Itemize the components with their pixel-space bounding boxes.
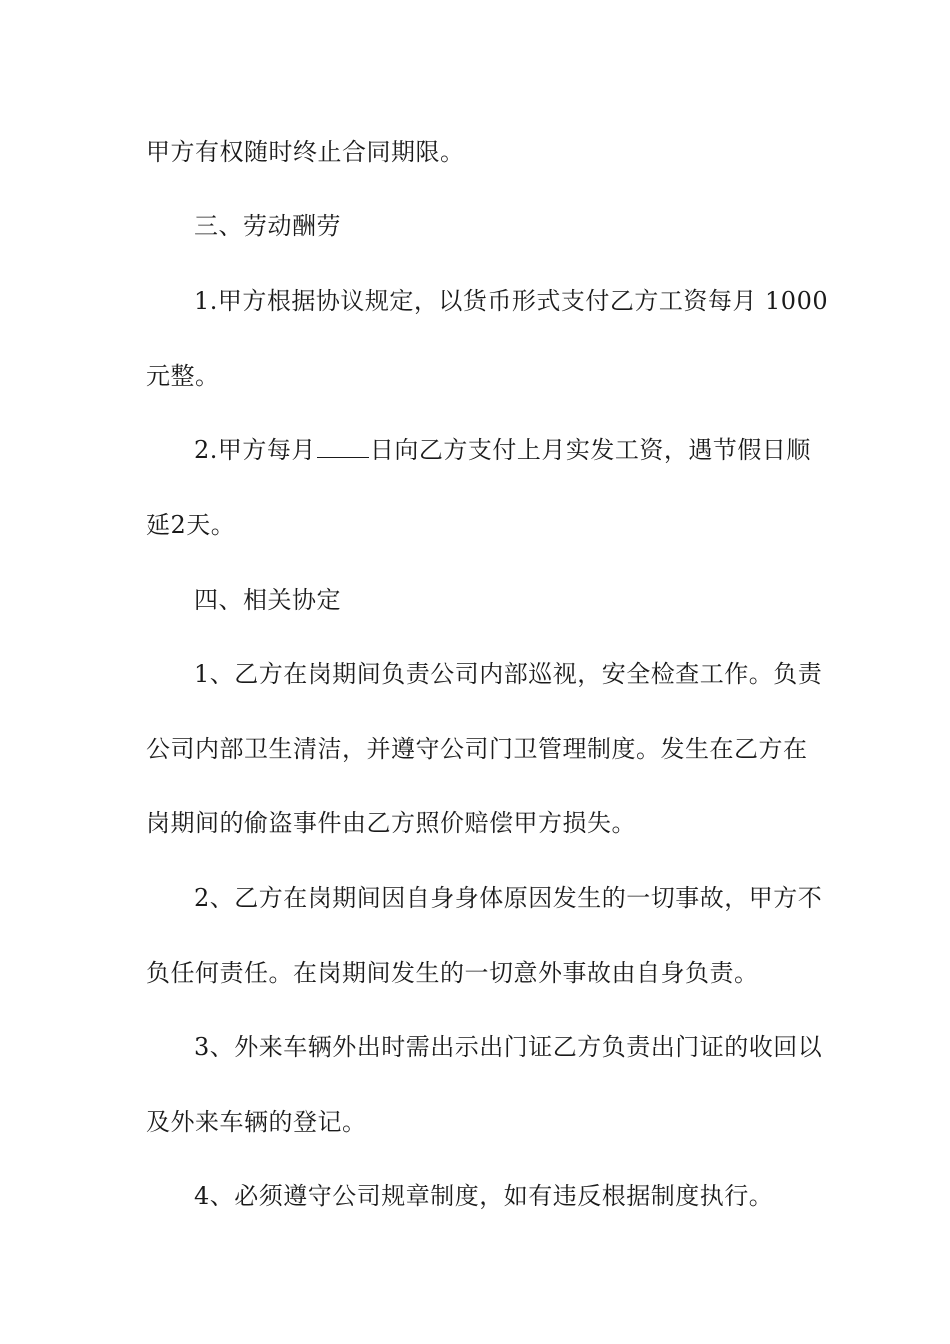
- text-line: 岗期间的偷盗事件由乙方照价赔偿甲方损失。: [146, 809, 636, 837]
- text-line: 延2天。: [146, 511, 236, 539]
- text-line: 公司内部卫生清洁，并遵守公司门卫管理制度。发生在乙方在: [146, 735, 808, 763]
- text-line: 甲方有权随时终止合同期限。: [146, 138, 465, 166]
- section-heading: 三、劳动酬劳: [194, 212, 341, 240]
- text-line-with-blank: [194, 435, 811, 465]
- text-line: 负任何责任。在岗期间发生的一切意外事故由自身负责。: [146, 959, 759, 987]
- text-line: 及外来车辆的登记。: [146, 1108, 367, 1136]
- text-line: 4、必须遵守公司规章制度，如有违反根据制度执行。: [194, 1182, 774, 1210]
- text-line: 1.甲方根据协议规定，以货币形式支付乙方工资每月 1000: [194, 287, 829, 315]
- text-line: 3、外来车辆外出时需出示出门证乙方负责出门证的收回以: [194, 1033, 823, 1061]
- text-line: 1、乙方在岗期间负责公司内部巡视，安全检查工作。负责: [194, 660, 823, 688]
- text-line: 2、乙方在岗期间因自身身体原因发生的一切事故，甲方不: [194, 884, 823, 912]
- text-segment: 2.甲方每月: [194, 436, 316, 464]
- text-segment: 日向乙方支付上月实发工资，遇节假日顺: [369, 436, 811, 464]
- section-heading: 四、相关协定: [194, 586, 341, 614]
- fill-in-blank[interactable]: [317, 437, 369, 458]
- text-line: 元整。: [146, 362, 220, 390]
